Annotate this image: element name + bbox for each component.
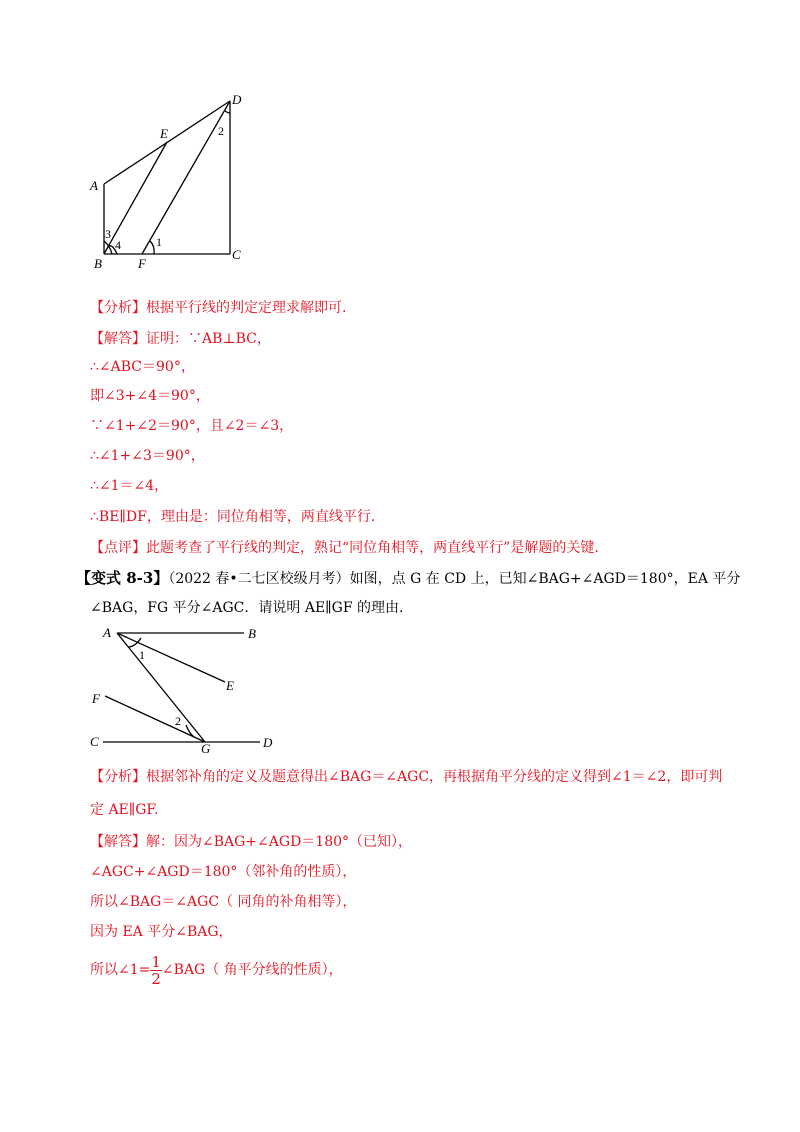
point-B-label: B (94, 256, 102, 271)
answer-2-line-0 (90, 832, 412, 852)
fraction-denominator: 2 (151, 969, 161, 988)
comment-tag: 【点评】 (90, 540, 146, 556)
analysis-tag: 【分析】 (90, 300, 146, 316)
fraction-numerator: 1 (151, 952, 161, 971)
answer-suffix: ∠BAG（ 角平分线的性质）， (161, 962, 343, 978)
point-B-label: B (248, 626, 256, 641)
answer-prefix: 所以∠1= (90, 962, 151, 978)
analysis-2-line-1 (90, 767, 722, 787)
angle-1-label: 1 (156, 235, 162, 249)
point-G-label: G (201, 741, 211, 756)
analysis-text-1: 根据邻补角的定义及题意得出∠BAG＝∠AGC，再根据角平分线的定义得到∠1＝∠2，即可判 (146, 769, 723, 785)
fraction-one-half (150, 954, 162, 987)
problem-tag: 【变式 8-3】 (76, 569, 169, 587)
answer-1-line-3: ∵∠1+∠2＝90°，且∠2＝∠3， (90, 418, 294, 434)
point-C-label: C (232, 247, 241, 262)
point-D-label: D (263, 735, 273, 750)
angle-2-label: 2 (218, 124, 224, 138)
answer-1-line-6: ∴BE∥DF，理由是：同位角相等，两直线平行. (90, 509, 376, 525)
point-D-label: D (232, 92, 242, 107)
point-F-label: F (138, 256, 146, 271)
answer-1-line-4: ∴∠1+∠3＝90°， (90, 448, 205, 464)
answer-2-line-1: ∠AGC+∠AGD＝180°（邻补角的性质）， (90, 864, 357, 880)
point-E-label: E (160, 126, 168, 141)
angle-1-label: 1 (139, 648, 145, 662)
analysis-text: 根据平行线的判定定理求解即可. (146, 300, 347, 316)
answer-2-line-4 (90, 952, 343, 988)
answer-1-line-2: 即∠3+∠4＝90°， (90, 388, 210, 404)
analysis-2-line-2: 定 AE∥GF. (90, 802, 159, 818)
point-A-label: A (90, 178, 98, 193)
answer-2-line-3: 因为 EA 平分∠BAG， (90, 924, 233, 940)
problem-text-1: （2022 春•二七区校级月考）如图，点 G 在 CD 上，已知∠BAG+∠AGD＝180°，EA 平分 (168, 571, 741, 587)
answer-text: 证明：∵AB⊥BC， (146, 331, 271, 347)
angle-2-label: 2 (175, 714, 181, 728)
answer-1-line-1: ∴∠ABC＝90°， (90, 359, 195, 375)
angle-3-label: 3 (105, 227, 111, 241)
answer-tag: 【解答】 (90, 834, 146, 850)
answer-text: 解：因为∠BAG+∠AGD＝180°（已知）， (146, 834, 413, 850)
angle-4-label: 4 (115, 238, 121, 252)
point-C-label: C (90, 734, 99, 749)
point-E-label: E (226, 678, 234, 693)
answer-tag: 【解答】 (90, 331, 146, 347)
analysis-tag: 【分析】 (90, 769, 146, 785)
comment-text: 此题考查了平行线的判定，熟记“同位角相等，两直线平行”是解题的关键. (146, 540, 599, 556)
point-F-label: F (92, 691, 100, 706)
answer-1-line-5: ∴∠1＝∠4， (90, 478, 169, 494)
answer-2-line-2: 所以∠BAG＝∠AGC（ 同角的补角相等）， (90, 894, 357, 910)
point-A-label: A (103, 625, 111, 640)
problem-line-2: ∠BAG，FG 平分∠AGC．请说明 AE∥GF 的理由. (90, 600, 404, 616)
